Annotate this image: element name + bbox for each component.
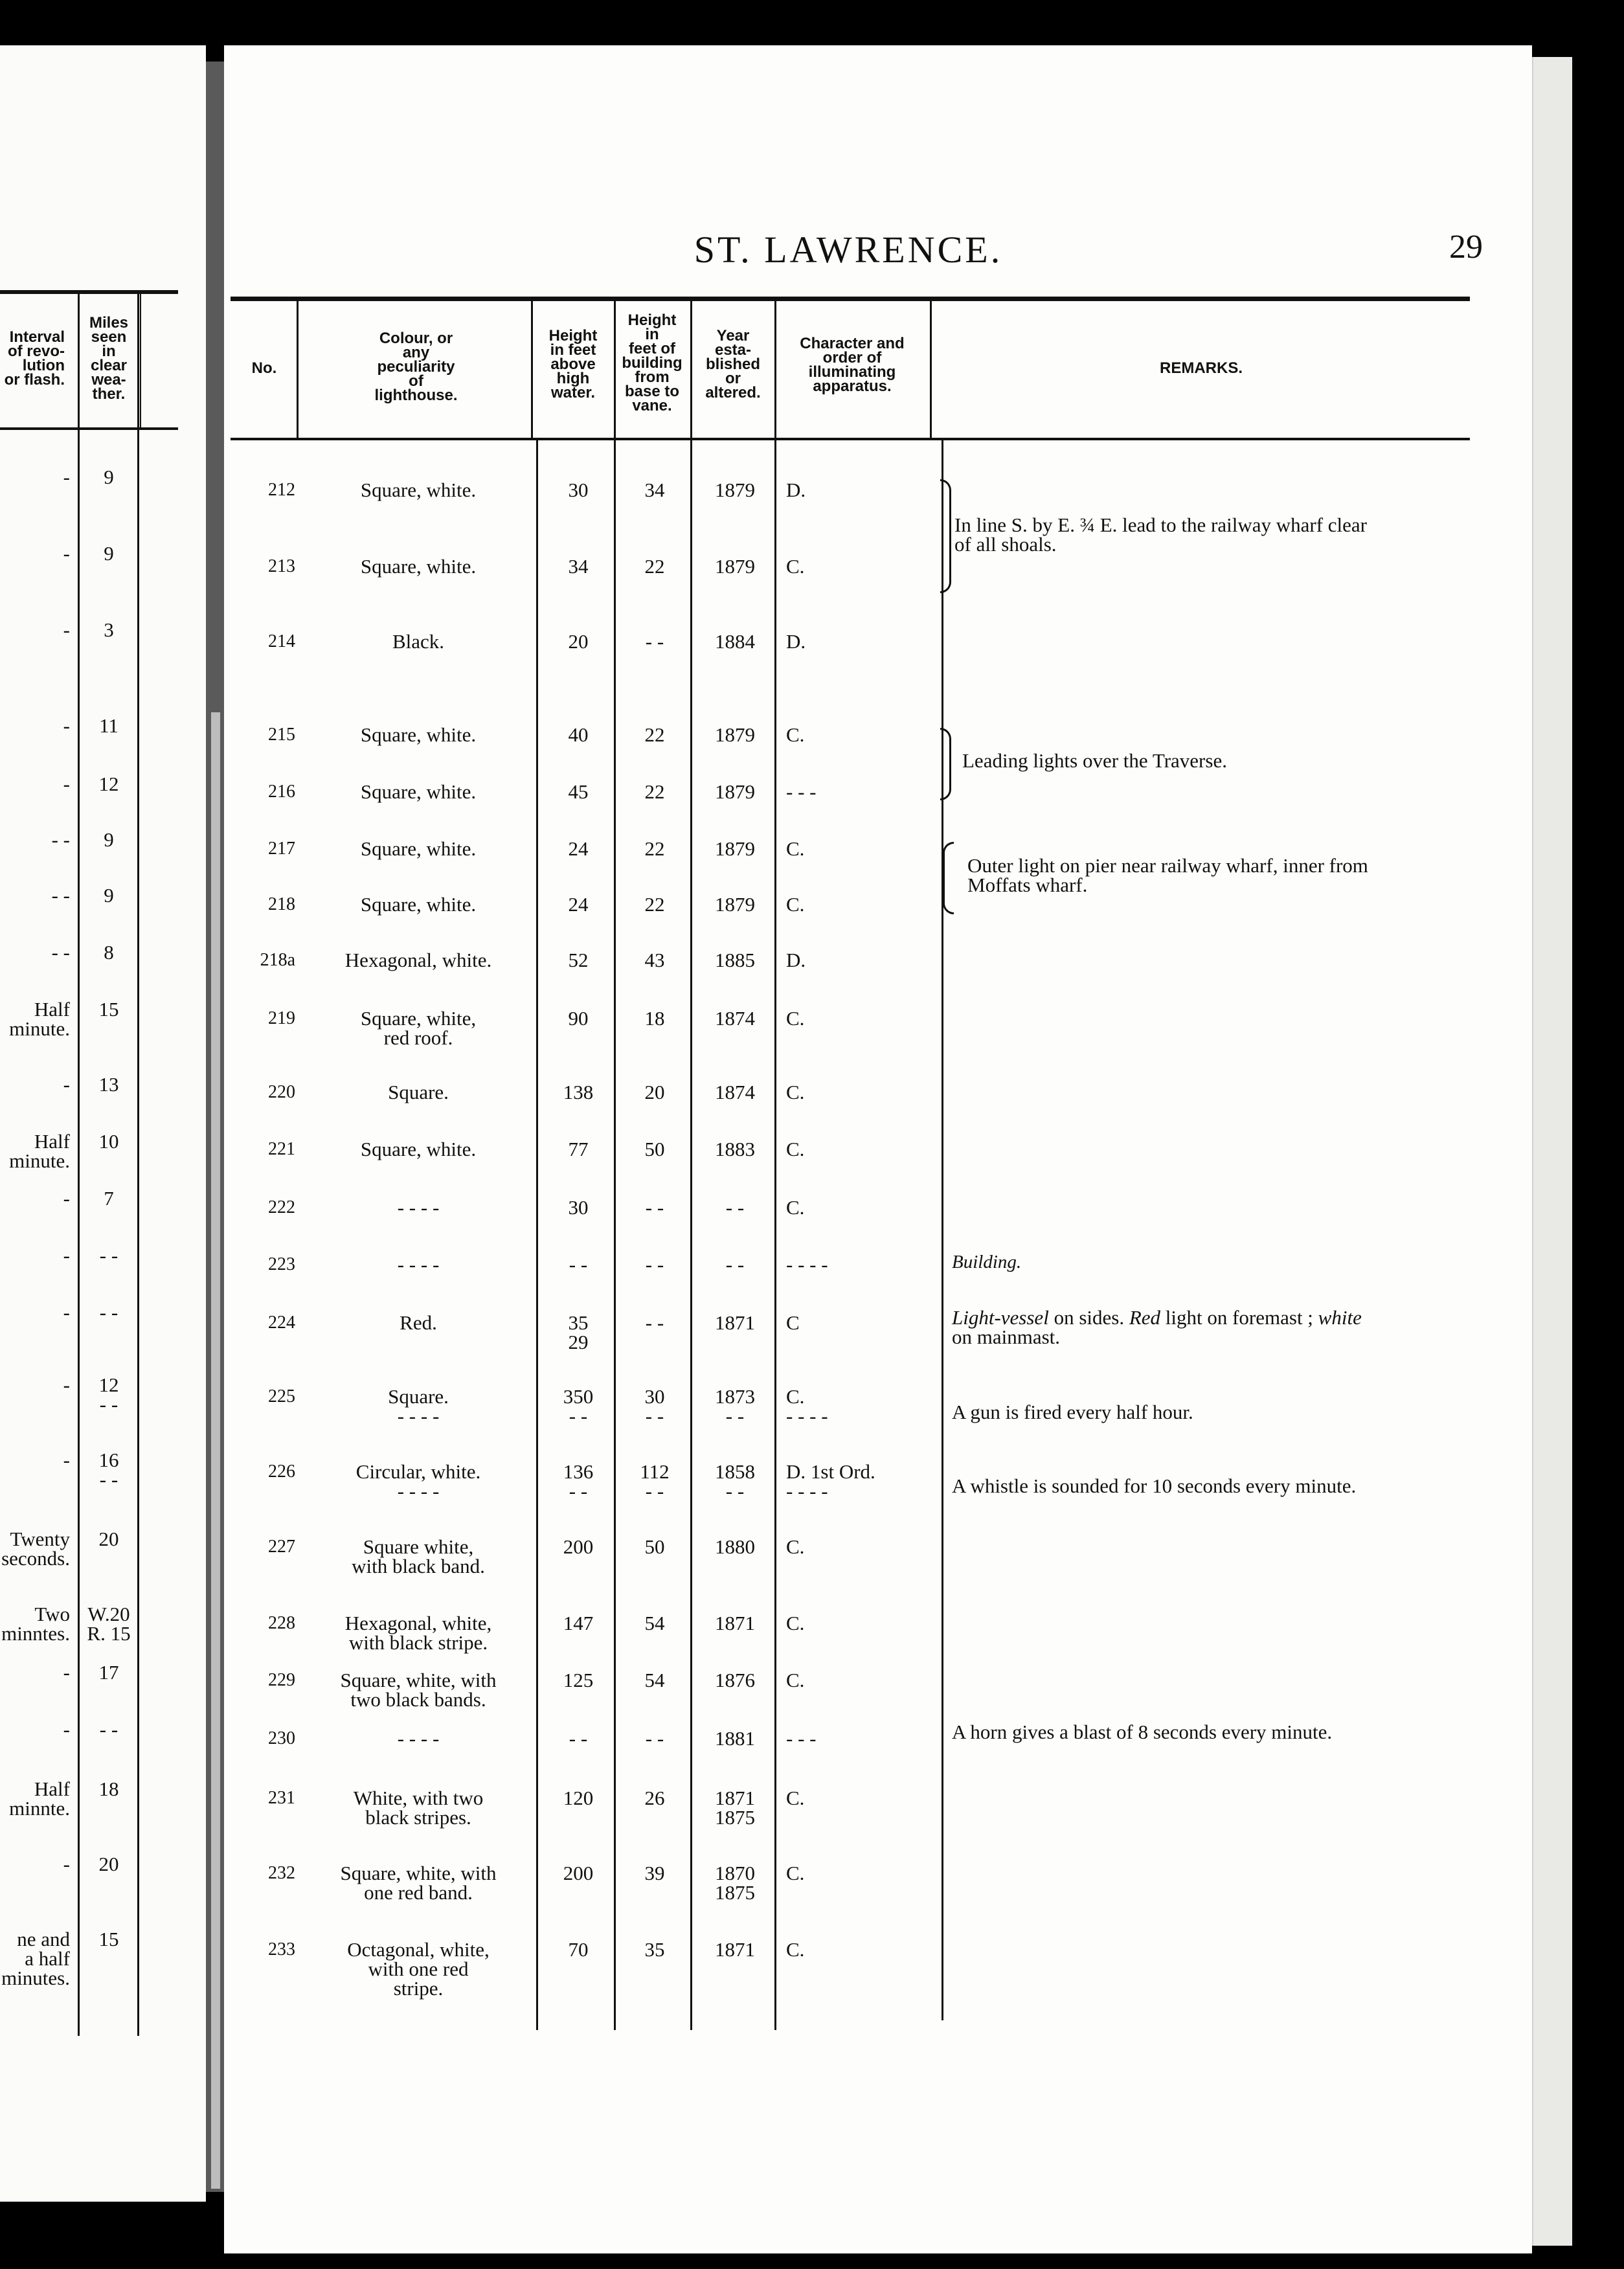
col-divider-char-body	[942, 440, 943, 2020]
year-cell: 1879	[715, 479, 755, 501]
character-cell: C.	[786, 723, 805, 746]
col-divider-year	[774, 301, 776, 2030]
year-cell: 1885	[715, 949, 755, 971]
height-building-cell: 30 - -	[644, 1385, 665, 1427]
left-header-interval: Interval of revo- lution or flash.	[4, 328, 65, 389]
colour-cell: Square, white.	[360, 837, 477, 860]
header-height-building: Height in feet of building from base to vane.	[622, 311, 682, 414]
height-building-cell: 50	[644, 1535, 665, 1558]
height-building-cell: 22	[644, 723, 665, 746]
no-cell: 224	[268, 1313, 295, 1333]
remark-225: A gun is fired every half hour.	[952, 1401, 1193, 1423]
height-water-cell: 24	[568, 837, 589, 860]
colour-cell: Square white, with black band.	[352, 1535, 485, 1577]
left-miles-cell: - -	[99, 1244, 118, 1267]
colour-cell: Square, white.	[360, 780, 477, 803]
col-divider-no	[297, 301, 299, 440]
remark-217-218: Outer light on pier near railway wharf, inner from Moffats wharf.	[967, 854, 1368, 896]
height-building-cell: 18	[644, 1007, 665, 1030]
left-interval-cell: -	[63, 1661, 70, 1684]
header-colour: Colour, or any peculiarity of lighthouse.	[374, 330, 458, 404]
colour-cell: - - - -	[397, 1253, 440, 1276]
colour-cell: Red.	[400, 1311, 437, 1334]
left-miles-cell: 11	[99, 714, 118, 737]
character-cell: - - - -	[786, 1253, 828, 1276]
page-number: 29	[1449, 229, 1483, 265]
height-building-cell: - -	[645, 1311, 664, 1334]
left-interval-cell: -	[63, 1853, 70, 1875]
col-divider-char	[930, 301, 932, 440]
height-building-cell: 26	[644, 1787, 665, 1809]
no-cell: 233	[268, 1939, 295, 1959]
left-miles-cell: - -	[99, 1718, 118, 1741]
left-interval-cell: Twenty seconds.	[1, 1528, 70, 1570]
height-building-cell: - -	[645, 1196, 664, 1219]
height-water-cell: 30	[568, 479, 589, 501]
colour-cell: Octagonal, white, with one red stripe.	[347, 1938, 490, 2000]
no-cell: 221	[268, 1139, 295, 1159]
colour-cell: Square, white, with two black bands.	[340, 1669, 497, 1711]
height-building-cell: - -	[645, 1727, 664, 1750]
remark-brace-212-213	[940, 479, 951, 593]
left-miles-cell: 9	[104, 542, 114, 565]
book-spine-edge	[211, 712, 220, 2189]
year-cell: 1870 1875	[715, 1862, 755, 1904]
left-miles-cell: 15	[98, 998, 119, 1021]
character-cell: D. 1st Ord. - - - -	[786, 1460, 875, 1502]
remark-224-part: Red	[1129, 1306, 1161, 1329]
left-miles-cell: 9	[104, 466, 114, 488]
no-cell: 213	[268, 556, 295, 576]
remark-215-216: Leading lights over the Traverse.	[962, 749, 1227, 772]
col-divider-colour-body	[536, 440, 538, 2030]
no-cell: 219	[268, 1008, 295, 1028]
colour-cell: Circular, white. - - - -	[355, 1460, 481, 1502]
character-cell: C.	[786, 1007, 805, 1030]
no-cell: 217	[268, 839, 295, 859]
no-cell: 212	[268, 480, 295, 500]
left-interval-cell: Half minnte.	[9, 1778, 70, 1820]
no-cell: 216	[268, 782, 295, 802]
height-building-cell: 22	[644, 555, 665, 578]
character-cell: D.	[786, 630, 806, 653]
left-interval-cell: -	[63, 1244, 70, 1267]
left-miles-cell: 9	[104, 884, 114, 907]
no-cell: 229	[268, 1670, 295, 1690]
left-interval-cell: ne and a half minutes.	[1, 1928, 70, 1989]
height-building-cell: 43	[644, 949, 665, 971]
colour-cell: White, with two black stripes.	[353, 1787, 484, 1829]
left-interval-cell: - -	[51, 828, 70, 851]
colour-cell: Hexagonal, white, with black stripe.	[344, 1612, 492, 1654]
left-miles-cell: 13	[98, 1073, 119, 1096]
height-water-cell: 24	[568, 893, 589, 916]
year-cell: 1879	[715, 723, 755, 746]
remark-224	[952, 1308, 1509, 1347]
left-interval-cell: -	[63, 1301, 70, 1324]
height-water-cell: 125	[563, 1669, 594, 1691]
left-interval-cell: -	[63, 618, 70, 641]
year-cell: 1871	[715, 1311, 755, 1334]
left-interval-cell: -	[63, 1373, 70, 1396]
character-cell: C.	[786, 837, 805, 860]
remark-226: A whistle is sounded for 10 seconds every minute.	[952, 1474, 1357, 1497]
left-interval-cell: -	[63, 1449, 70, 1471]
colour-cell: Square, white.	[360, 555, 477, 578]
left-interval-cell: - -	[51, 884, 70, 907]
year-cell: 1881	[715, 1727, 755, 1750]
no-cell: 225	[268, 1386, 295, 1406]
height-water-cell: 52	[568, 949, 589, 971]
character-cell: C.	[786, 1787, 805, 1809]
year-cell: 1879	[715, 780, 755, 803]
year-cell: 1876	[715, 1669, 755, 1691]
no-cell: 230	[268, 1728, 295, 1748]
left-interval-cell: - -	[51, 941, 70, 964]
year-cell: 1883	[715, 1138, 755, 1160]
no-cell: 226	[268, 1462, 295, 1482]
height-building-cell: 34	[644, 479, 665, 501]
character-cell: - - -	[786, 1727, 817, 1750]
header-no: No.	[251, 359, 277, 377]
year-cell: 1873 - -	[715, 1385, 755, 1427]
left-interval-cell: -	[63, 542, 70, 565]
height-water-cell: - -	[569, 1253, 588, 1276]
left-header-miles: Miles seen in clear wea- ther.	[89, 314, 129, 403]
character-cell: - - -	[786, 780, 817, 803]
height-water-cell: 138	[563, 1081, 594, 1103]
remark-224-part: on mainmast.	[952, 1326, 1061, 1348]
colour-cell: Square, white.	[360, 723, 477, 746]
left-interval-cell: Half minute.	[9, 998, 70, 1040]
year-cell: 1879	[715, 893, 755, 916]
header-character: Character and order of illuminating apparatus.	[800, 335, 905, 395]
colour-cell: Square, white.	[360, 479, 477, 501]
character-cell: C. - - - -	[786, 1385, 828, 1427]
height-water-cell: 40	[568, 723, 589, 746]
left-miles-cell: 18	[98, 1778, 119, 1800]
height-water-cell: 136 - -	[563, 1460, 594, 1502]
height-building-cell: 54	[644, 1669, 665, 1691]
year-cell: 1858 - -	[715, 1460, 755, 1502]
left-col-divider-2	[137, 294, 139, 2036]
left-miles-cell: 9	[104, 828, 114, 851]
year-cell: 1871 1875	[715, 1787, 755, 1829]
character-cell: C	[786, 1311, 800, 1334]
header-year: Year esta- blished or altered.	[705, 327, 761, 401]
no-cell: 214	[268, 631, 295, 651]
left-miles-cell: 15	[98, 1928, 119, 1950]
no-cell: 222	[268, 1197, 295, 1217]
year-cell: - -	[725, 1196, 745, 1219]
col-divider-hb	[690, 301, 692, 2030]
left-miles-cell: 3	[104, 618, 114, 641]
no-cell: 218	[268, 894, 295, 914]
colour-cell: Square, white.	[360, 893, 477, 916]
no-cell: 215	[268, 725, 295, 745]
left-miles-cell: W.20 R. 15	[87, 1603, 131, 1645]
character-cell: C.	[786, 1138, 805, 1160]
height-water-cell: 120	[563, 1787, 594, 1809]
left-miles-cell: 10	[98, 1130, 119, 1153]
character-cell: C.	[786, 1081, 805, 1103]
left-miles-cell: 20	[98, 1853, 119, 1875]
character-cell: C.	[786, 1862, 805, 1884]
height-water-cell: 45	[568, 780, 589, 803]
remark-224-part: light on foremast ;	[1160, 1306, 1318, 1329]
colour-cell: Square, white, with one red band.	[340, 1862, 497, 1904]
character-cell: C.	[786, 1612, 805, 1634]
left-interval-cell: -	[63, 1073, 70, 1096]
no-cell: 232	[268, 1863, 295, 1883]
no-cell: 228	[268, 1613, 295, 1633]
height-building-cell: - -	[645, 630, 664, 653]
height-building-cell: 22	[644, 780, 665, 803]
character-cell: C.	[786, 1196, 805, 1219]
height-water-cell: 77	[568, 1138, 589, 1160]
header-height-water: Height in feet above high water.	[548, 327, 598, 401]
left-col-divider-1	[78, 294, 80, 2036]
year-cell: 1874	[715, 1081, 755, 1103]
left-miles-cell: 12 - -	[98, 1373, 119, 1416]
no-cell: 227	[268, 1537, 295, 1557]
height-building-cell: 54	[644, 1612, 665, 1634]
character-cell: C.	[786, 893, 805, 916]
left-miles-cell: 20	[98, 1528, 119, 1550]
year-cell: 1879	[715, 555, 755, 578]
height-building-cell: 39	[644, 1862, 665, 1884]
colour-cell: - - - -	[397, 1727, 440, 1750]
left-interval-cell: Half minute.	[9, 1130, 70, 1172]
height-building-cell: 50	[644, 1138, 665, 1160]
left-interval-cell: Two minntes.	[1, 1603, 70, 1645]
remark-224-part: Light-vessel	[952, 1306, 1049, 1329]
year-cell: 1879	[715, 837, 755, 860]
colour-cell: Black.	[392, 630, 445, 653]
colour-cell: Square.	[388, 1081, 449, 1103]
left-interval-cell: -	[63, 1718, 70, 1741]
height-water-cell: 35 29	[568, 1311, 589, 1353]
left-miles-cell: 8	[104, 941, 114, 964]
height-building-cell: 20	[644, 1081, 665, 1103]
remark-brace-217-218	[943, 842, 954, 914]
col-divider-colour	[531, 301, 533, 440]
header-remarks: REMARKS.	[1159, 359, 1243, 377]
year-cell: 1874	[715, 1007, 755, 1030]
height-building-cell: - -	[645, 1253, 664, 1276]
height-building-cell: 22	[644, 837, 665, 860]
year-cell: 1871	[715, 1612, 755, 1634]
left-miles-cell: 17	[98, 1661, 119, 1684]
colour-cell: Square, white, red roof.	[360, 1007, 477, 1049]
remark-224-part: white	[1318, 1306, 1362, 1329]
remark-brace-215-216	[940, 728, 951, 800]
colour-cell: Square, white.	[360, 1138, 477, 1160]
left-header-rule	[0, 427, 178, 430]
colour-cell: Square. - - - -	[388, 1385, 449, 1427]
table-top-rule	[231, 297, 1470, 301]
year-cell: 1871	[715, 1938, 755, 1961]
left-miles-cell: 12	[98, 773, 119, 795]
col-divider-hw	[614, 301, 616, 2030]
left-interval-cell: -	[63, 714, 70, 737]
colour-cell: Hexagonal, white.	[344, 949, 492, 971]
year-cell: 1884	[715, 630, 755, 653]
left-miles-cell: 7	[104, 1187, 114, 1210]
remark-212-213: In line S. by E. ¾ E. lead to the railway wharf clear of all shoals.	[954, 514, 1367, 556]
character-cell: C.	[786, 555, 805, 578]
no-cell: 231	[268, 1788, 295, 1808]
height-water-cell: 34	[568, 555, 589, 578]
page-edge	[1532, 57, 1572, 2246]
left-miles-cell: 16 - -	[98, 1449, 119, 1491]
height-water-cell: 350 - -	[563, 1385, 594, 1427]
remark-223: Building.	[952, 1252, 1022, 1272]
height-water-cell: 200	[563, 1862, 594, 1884]
table-header-rule	[231, 438, 1470, 440]
colour-cell: - - - -	[397, 1196, 440, 1219]
height-water-cell: 90	[568, 1007, 589, 1030]
height-water-cell: 200	[563, 1535, 594, 1558]
character-cell: D.	[786, 949, 806, 971]
remark-224-part: on sides.	[1048, 1306, 1129, 1329]
left-miles-cell: - -	[99, 1301, 118, 1324]
no-cell: 218a	[260, 950, 295, 970]
remark-230: A horn gives a blast of 8 seconds every minute.	[952, 1721, 1333, 1743]
page-title: ST. LAWRENCE.	[694, 229, 1003, 271]
left-interval-cell: -	[63, 466, 70, 488]
left-top-rule	[0, 290, 178, 294]
no-cell: 223	[268, 1254, 295, 1274]
character-cell: D.	[786, 479, 806, 501]
character-cell: C.	[786, 1535, 805, 1558]
left-interval-cell: -	[63, 773, 70, 795]
height-water-cell: 20	[568, 630, 589, 653]
no-cell: 220	[268, 1082, 295, 1102]
height-building-cell: 35	[644, 1938, 665, 1961]
height-building-cell: 22	[644, 893, 665, 916]
height-water-cell: 30	[568, 1196, 589, 1219]
height-water-cell: - -	[569, 1727, 588, 1750]
height-water-cell: 147	[563, 1612, 594, 1634]
year-cell: 1880	[715, 1535, 755, 1558]
year-cell: - -	[725, 1253, 745, 1276]
character-cell: C.	[786, 1669, 805, 1691]
height-water-cell: 70	[568, 1938, 589, 1961]
character-cell: C.	[786, 1938, 805, 1961]
left-col-divider-3	[140, 294, 141, 430]
height-building-cell: 112 - -	[640, 1460, 670, 1502]
left-interval-cell: -	[63, 1187, 70, 1210]
